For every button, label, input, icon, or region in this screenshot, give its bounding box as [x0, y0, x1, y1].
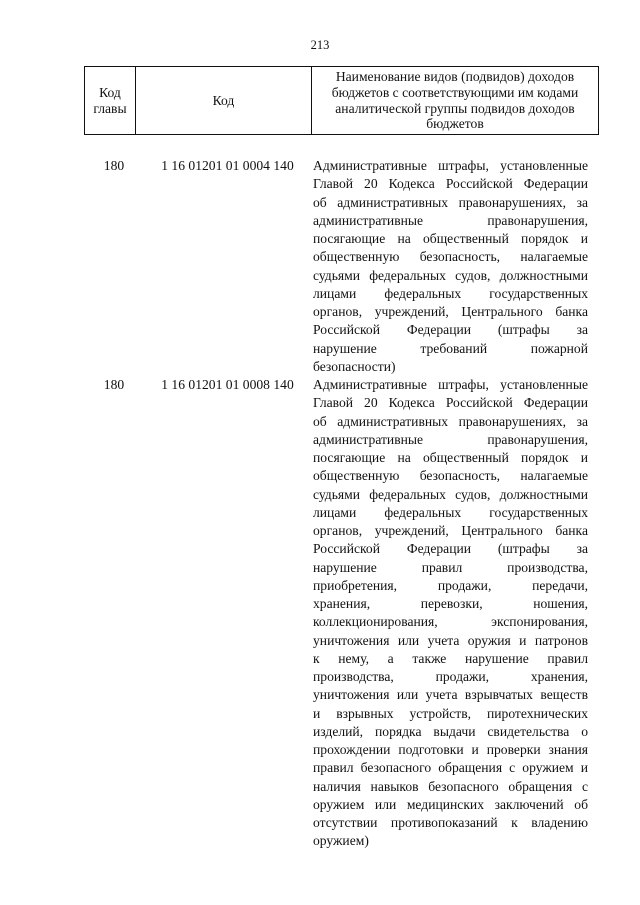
row-name-line: Главой 20 Кодекса Российской Федерации — [313, 176, 588, 192]
row-name-line: оружием или медицинских заключений об — [313, 796, 588, 812]
table-header — [84, 66, 599, 135]
row-name-line: приобретения, продажи, передачи, — [313, 577, 588, 593]
row-name-line: лицами федеральных государственных — [313, 285, 588, 301]
row-name-line: оружием) — [313, 833, 369, 849]
table-row — [84, 157, 598, 376]
row-name-line: административные правонарушения, — [313, 431, 588, 447]
row-name-line: производства, продажи, хранения, — [313, 669, 588, 684]
row-name-line: коллекционирования, экспонирования, — [313, 614, 588, 630]
header-code: Код — [136, 67, 312, 135]
row-name — [313, 376, 588, 851]
row-name-line: об административных правонарушениях, за — [313, 413, 588, 429]
row-name-line: Административные штрафы, установленные — [313, 377, 588, 392]
row-chapter-code: 180 — [103, 158, 125, 173]
row-name-line: органов, учреждений, Центрального банка — [313, 523, 588, 538]
row-name-line: к нему, а также нарушение правил — [313, 650, 588, 666]
page-number: 213 — [310, 38, 330, 52]
row-name-line: уничтожения или учета оружия и патронов — [313, 632, 588, 648]
row-name-line: органов, учреждений, Центрального банка — [313, 304, 588, 319]
row-name-line: судьями федеральных судов, должностными — [313, 267, 588, 283]
row-name-line: нарушение правил производства, — [313, 559, 588, 575]
row-name-line: Главой 20 Кодекса Российской Федерации — [313, 395, 588, 411]
table-row — [84, 376, 598, 851]
table-body — [84, 157, 598, 851]
row-name — [313, 157, 588, 376]
row-code: 1 16 01201 01 0004 140 — [161, 158, 294, 173]
row-name-line: нарушение требований пожарной — [313, 340, 588, 356]
row-name-line: административные правонарушения, — [313, 212, 588, 228]
row-name-line: отсутствии противопоказаний к владению — [313, 815, 588, 830]
row-name-line: посягающие на общественный порядок и — [313, 450, 588, 465]
header-chapter-code: Код главы — [85, 67, 136, 135]
row-name-line: уничтожения или учета взрывчатых веществ — [313, 687, 588, 703]
row-name-line: общественную безопасность, налагаемые — [313, 249, 588, 265]
row-name-line: посягающие на общественный порядок и — [313, 231, 588, 246]
header-name: Наименование видов (подвидов) доходов бюджетов с соответствующими им кодами аналитической группы подвидов доходов бюджетов — [312, 67, 599, 135]
row-name-line: и взрывных устройств, пиротехнических — [313, 705, 588, 721]
row-name-line: Российской Федерации (штрафы за — [313, 541, 588, 557]
row-name-line: правил безопасного обращения с оружием и — [313, 760, 588, 776]
row-name-line: об административных правонарушениях, за — [313, 194, 588, 210]
row-name-line: Российской Федерации (штрафы за — [313, 322, 588, 338]
row-name-line: судьями федеральных судов, должностными — [313, 486, 588, 502]
row-name-line: общественную безопасность, налагаемые — [313, 468, 588, 484]
row-name-line: наличия навыков безопасного обращения с — [313, 778, 588, 794]
row-code: 1 16 01201 01 0008 140 — [161, 377, 294, 392]
row-name-line: хранения, перевозки, ношения, — [313, 596, 588, 611]
row-name-line: безопасности) — [313, 358, 396, 374]
row-name-line: Административные штрафы, установленные — [313, 158, 588, 173]
row-chapter-code: 180 — [103, 377, 125, 392]
row-name-line: изделий, порядка выдачи свидетельства о — [313, 723, 588, 739]
row-name-line: прохождении подготовки и проверки знания — [313, 742, 588, 757]
row-name-line: лицами федеральных государственных — [313, 504, 588, 520]
